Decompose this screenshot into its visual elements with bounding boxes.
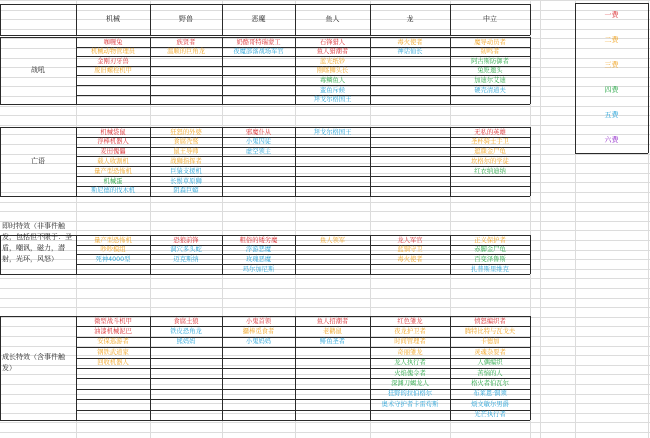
card-cell: 圣杯骑士手卫 bbox=[471, 138, 509, 146]
card-cell: 量产型恐怖机 bbox=[94, 236, 132, 244]
card-cell: 鱼人领军 bbox=[319, 236, 346, 244]
grid-line bbox=[0, 403, 650, 404]
card-cell: 麦田傀儡 bbox=[100, 148, 126, 156]
card-cell: 玛尔加尼斯 bbox=[242, 265, 275, 273]
card-cell: 巨猿支援机 bbox=[170, 167, 202, 175]
card-cell: 邪魔仆从 bbox=[245, 128, 272, 136]
card-cell: 赤脚金尸龟 bbox=[474, 246, 506, 254]
table-border bbox=[295, 4, 296, 35]
card-cell: 狂怒的外婆 bbox=[170, 128, 202, 136]
table-border bbox=[0, 127, 1, 196]
card-cell: 拜戈尔格国王 bbox=[313, 96, 352, 104]
section-label-4: 成长特效（含事件触发） bbox=[2, 352, 65, 372]
card-cell: 阿古斯防御者 bbox=[471, 57, 509, 65]
card-cell: 拜戈尔格国王 bbox=[313, 128, 352, 136]
card-cell: 铁皮恐角龙 bbox=[170, 327, 202, 335]
card-cell: 洞穴多头蛇 bbox=[170, 246, 202, 254]
grid-line bbox=[0, 307, 650, 308]
grid-line bbox=[0, 432, 650, 433]
cost-legend-item: 三费 bbox=[604, 61, 619, 69]
card-cell: 回收机器人 bbox=[97, 359, 129, 367]
grid-line bbox=[0, 394, 650, 395]
card-cell: 石锋猎人 bbox=[319, 38, 346, 46]
cost-legend-item: 五费 bbox=[604, 111, 619, 119]
card-cell: 攝棒觅食者 bbox=[242, 327, 275, 335]
cost-legend-item: 四费 bbox=[604, 86, 619, 94]
card-cell: 蛮鱼斥候 bbox=[319, 86, 346, 94]
card-cell: 夜魔部落战场军官 bbox=[233, 48, 284, 56]
card-cell: 食腐土狼 bbox=[173, 317, 199, 325]
card-cell: 浮游恶魔 bbox=[245, 246, 272, 254]
card-cell: 熊妈妈 bbox=[176, 338, 196, 346]
grid-line bbox=[540, 0, 541, 438]
grid-line bbox=[0, 230, 650, 231]
card-cell: 虚空领主 bbox=[245, 148, 272, 156]
card-cell: 斯尼德的伐木机 bbox=[90, 187, 136, 195]
card-cell: 腾特比特与瓦戈夫 bbox=[464, 327, 516, 335]
grid-line bbox=[0, 269, 650, 270]
card-cell: 机械动物管理员 bbox=[90, 48, 136, 56]
card-cell: 时间管理者 bbox=[394, 338, 426, 346]
card-cell: 遮颜金尸龟 bbox=[474, 148, 506, 156]
grid-line bbox=[0, 384, 650, 385]
card-cell: 食腐秃鹫 bbox=[173, 138, 199, 146]
card-cell: 夜龙护卫者 bbox=[394, 327, 426, 335]
card-cell: 族贤者 bbox=[176, 38, 196, 46]
table-border bbox=[450, 4, 451, 35]
grid-line bbox=[0, 413, 650, 414]
card-cell: 毒鳞鱼人 bbox=[319, 76, 346, 84]
card-cell: 废旧螺栓机甲 bbox=[94, 67, 132, 75]
legend-border bbox=[575, 3, 648, 4]
grid-line bbox=[0, 422, 650, 423]
card-cell: 毒火使者 bbox=[397, 38, 423, 46]
column-header-2: 野兽 bbox=[179, 15, 193, 23]
table-border bbox=[530, 235, 531, 274]
grid-line bbox=[0, 298, 650, 299]
column-header-6: 中立 bbox=[483, 15, 497, 23]
legend-border bbox=[575, 3, 576, 153]
card-cell: 人偶编织 bbox=[477, 359, 503, 367]
grid-line bbox=[0, 374, 650, 375]
column-header-5: 龙 bbox=[406, 15, 414, 23]
card-cell: 粗俗的矮劣魔 bbox=[239, 236, 278, 244]
card-cell: 恐狼前锋 bbox=[173, 236, 199, 244]
card-cell: 奇丽雏龙 bbox=[397, 348, 423, 356]
card-cell: 油漆机械泥巴 bbox=[94, 327, 132, 335]
card-cell: 韧鸣者 bbox=[480, 48, 500, 56]
table-border bbox=[370, 127, 371, 196]
grid-line bbox=[0, 106, 650, 107]
card-cell: 奶酪哥特瑞蒙工 bbox=[236, 38, 281, 46]
card-cell: 深渊刀蝎龙人 bbox=[391, 379, 429, 387]
card-cell: 硬壳清道夫 bbox=[474, 86, 506, 94]
card-cell: 迈克斯纳 bbox=[173, 255, 199, 263]
card-cell: 火焰傀令者 bbox=[394, 369, 426, 377]
section-label-3: 即时特效（非事件触发，包括但不限于：圣盾，嘲讽，磁力，潜射，光环，风怒） bbox=[2, 222, 72, 264]
table-border bbox=[0, 4, 1, 35]
card-cell: 老鹳鼠 bbox=[323, 327, 342, 335]
cost-legend-item: 六费 bbox=[604, 136, 619, 144]
card-cell: 战狮指挥者 bbox=[170, 157, 202, 165]
table-border bbox=[530, 316, 531, 420]
column-header-1: 机械 bbox=[106, 15, 120, 23]
table-border bbox=[0, 104, 530, 105]
table-border bbox=[0, 196, 530, 197]
card-cell: 蓝铜守卫 bbox=[397, 246, 423, 254]
grid-line bbox=[0, 211, 650, 212]
card-cell: 载人收割机 bbox=[97, 157, 129, 165]
table-border bbox=[0, 35, 530, 36]
card-cell: 卡德加 bbox=[480, 338, 500, 346]
cost-legend-item: 二费 bbox=[604, 36, 619, 44]
grid-line bbox=[0, 0, 650, 1]
card-cell: 小鬼首领 bbox=[245, 317, 272, 325]
grid-line bbox=[0, 221, 650, 222]
card-cell: 钢铁武道家 bbox=[97, 348, 129, 356]
card-cell: 兔贬邀头 bbox=[477, 67, 503, 75]
grid-line bbox=[0, 278, 650, 279]
card-cell: 龙人执行者 bbox=[394, 359, 426, 367]
card-cell: 机械蛋 bbox=[103, 177, 123, 185]
card-cell: 鲱鱼圣者 bbox=[319, 338, 346, 346]
card-cell: 坎格尔的学徒 bbox=[471, 157, 509, 165]
table-border bbox=[76, 4, 77, 35]
card-cell: 狂野的拉伯格尔 bbox=[387, 390, 433, 398]
card-cell: 无私的英雄 bbox=[474, 128, 506, 136]
card-cell: 神话仙长 bbox=[397, 48, 423, 56]
table-border bbox=[0, 316, 1, 420]
card-cell: 魔导动员者 bbox=[474, 38, 506, 46]
card-cell: 长鬃草原狮 bbox=[170, 177, 202, 185]
table-border bbox=[295, 127, 296, 196]
card-cell: 安保巡游者 bbox=[97, 338, 129, 346]
card-cell: 龙人军官 bbox=[397, 236, 423, 244]
grid-line bbox=[0, 288, 650, 289]
table-border bbox=[222, 4, 223, 35]
table-border bbox=[370, 4, 371, 35]
card-cell: 鱼人招潮者 bbox=[316, 317, 349, 325]
legend-border bbox=[648, 3, 649, 153]
grid-line bbox=[0, 125, 650, 126]
card-cell: 量产型恐怖机 bbox=[94, 167, 132, 175]
legend-border bbox=[575, 153, 648, 154]
card-cell: 烦文敏尔男爵 bbox=[471, 400, 509, 408]
card-cell: 小鬼囚徒 bbox=[245, 138, 272, 146]
table-border bbox=[530, 127, 531, 196]
section-label-1: 战吼 bbox=[31, 66, 45, 75]
table-border bbox=[0, 37, 1, 104]
card-cell: 光芒执行者 bbox=[474, 411, 506, 419]
card-cell: 蓝光纸钞 bbox=[319, 57, 346, 65]
card-cell: 金刚刃牙兽 bbox=[97, 57, 129, 65]
section-label-2: 亡语 bbox=[31, 156, 45, 165]
grid-line bbox=[0, 202, 650, 203]
cost-legend-item: 一费 bbox=[604, 11, 619, 19]
card-cell: 鼠王导师 bbox=[173, 148, 199, 156]
card-cell: 愤怒编织者 bbox=[474, 317, 506, 325]
table-border bbox=[530, 4, 531, 35]
card-cell: 格火者伯瓦尔 bbox=[471, 379, 509, 387]
card-cell: 温顺的巨角龙 bbox=[167, 48, 205, 56]
column-header-4: 鱼人 bbox=[325, 15, 340, 23]
card-cell: 咖喱兔 bbox=[103, 38, 123, 46]
table-border bbox=[0, 274, 530, 275]
card-cell: 正义保护者 bbox=[474, 236, 506, 244]
card-cell: 红衣纳迪纳 bbox=[474, 167, 506, 175]
card-cell: 毒火使者 bbox=[397, 255, 423, 263]
card-cell: 灵魂杂耍者 bbox=[474, 348, 506, 356]
card-cell: 苦恼的人 bbox=[477, 369, 503, 377]
card-cell: 鱼人猎潮者 bbox=[316, 48, 349, 56]
column-header-3: 恶魔 bbox=[251, 15, 266, 23]
card-cell: 刚喀狮头长 bbox=[316, 67, 349, 75]
card-cell: 玫瑰恶魔 bbox=[245, 255, 272, 263]
card-cell: 机械袋鼠 bbox=[100, 128, 126, 136]
table-border bbox=[0, 420, 530, 421]
table-border bbox=[530, 37, 531, 104]
card-cell: 加迪尔艾迪 bbox=[474, 76, 506, 84]
table-border bbox=[150, 4, 151, 35]
card-cell: 死神4000型 bbox=[95, 255, 131, 263]
table-border bbox=[0, 235, 1, 274]
grid-line bbox=[0, 115, 650, 116]
card-cell: 小鬼妈妈 bbox=[245, 338, 272, 346]
card-cell: 百变泽鲁斯 bbox=[474, 255, 506, 263]
card-cell: 布莱恩·铜须 bbox=[473, 390, 507, 398]
card-cell: 奥术守护者卡雷苟斯 bbox=[381, 400, 439, 408]
card-cell: 吵吵模组 bbox=[100, 246, 126, 254]
card-cell: 微型战斗机甲 bbox=[94, 317, 132, 325]
card-cell: 扎普斯里维克 bbox=[471, 265, 509, 273]
card-cell: 浮棒机器人 bbox=[97, 138, 129, 146]
card-cell: 阴森巨蟒 bbox=[173, 187, 199, 195]
card-cell: 红色雏龙 bbox=[397, 317, 423, 325]
